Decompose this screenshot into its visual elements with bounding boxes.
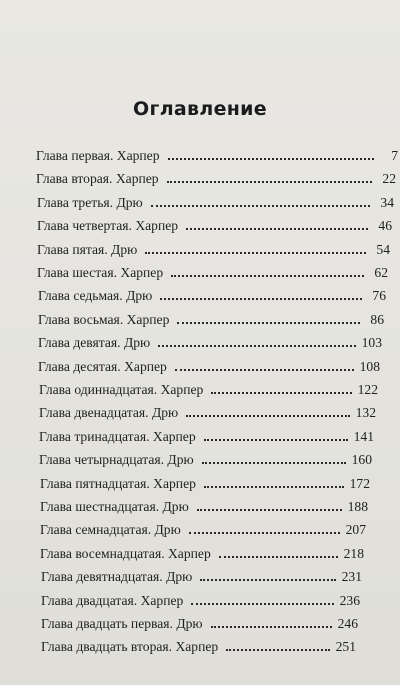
toc-entry <box>41 591 360 609</box>
dot-leader <box>175 369 354 371</box>
chapter-title: Глава седьмая. Дрю <box>38 288 153 304</box>
chapter-title: Глава вторая. Харпер <box>36 171 159 187</box>
chapter-title: Глава семнадцатая. Дрю <box>40 522 181 538</box>
dot-leader <box>189 532 340 534</box>
page-number: 86 <box>370 311 384 327</box>
chapter-title: Глава восемнадцатая. Харпер <box>40 545 211 561</box>
toc-entry <box>38 333 382 351</box>
dot-leader <box>168 158 374 160</box>
toc-entry <box>39 427 374 445</box>
dot-leader <box>204 439 348 441</box>
page-number: 132 <box>355 405 376 421</box>
dot-leader <box>145 252 366 254</box>
page-number: 22 <box>382 171 396 187</box>
page-number: 141 <box>353 428 374 444</box>
dot-leader <box>167 181 372 183</box>
page-number: 207 <box>345 522 366 538</box>
toc-entry <box>39 380 378 398</box>
toc-entry <box>38 310 384 328</box>
dot-leader <box>191 603 333 605</box>
dot-leader <box>151 205 370 207</box>
toc-entry <box>41 567 362 585</box>
toc-entry <box>36 169 396 187</box>
toc-entry <box>37 193 394 211</box>
dot-leader <box>160 298 362 300</box>
page-number: 76 <box>372 288 386 304</box>
dot-leader <box>177 322 360 324</box>
page-number: 251 <box>335 639 356 655</box>
toc-entry <box>39 450 372 468</box>
chapter-title: Глава шестнадцатая. Дрю <box>40 499 189 514</box>
dot-leader <box>204 486 344 488</box>
toc-entry <box>38 286 386 304</box>
dot-leader <box>197 509 342 511</box>
toc-entry <box>36 146 398 164</box>
toc-entry <box>40 520 366 538</box>
toc-entry <box>40 544 364 562</box>
dot-leader <box>211 392 351 394</box>
page-number: 7 <box>391 148 398 163</box>
dot-leader <box>200 579 335 581</box>
dot-leader <box>226 649 329 651</box>
chapter-title: Глава девятая. Дрю <box>38 335 151 351</box>
page-number: 62 <box>374 265 388 280</box>
toc-entry <box>37 240 390 258</box>
chapter-title: Глава четырнадцатая. Дрю <box>39 452 194 468</box>
chapter-title: Глава двадцать первая. Дрю <box>41 616 203 631</box>
dot-leader <box>219 556 338 558</box>
chapter-title: Глава пятнадцатая. Харпер <box>40 475 196 491</box>
page-number: 160 <box>351 452 372 468</box>
page-number: 231 <box>341 569 362 585</box>
chapter-title: Глава шестая. Харпер <box>37 265 164 280</box>
toc-entry <box>37 216 392 234</box>
chapter-title: Глава девятнадцатая. Дрю <box>41 569 193 585</box>
toc-entry <box>40 474 370 492</box>
page-title: Оглавление <box>133 98 267 120</box>
toc-entry <box>37 263 388 281</box>
toc-entry <box>41 637 356 655</box>
chapter-title: Глава одиннадцатая. Харпер <box>39 382 204 397</box>
chapter-title: Глава третья. Дрю <box>37 194 143 210</box>
page-number: 34 <box>380 194 394 210</box>
page-number: 108 <box>359 358 380 374</box>
chapter-title: Глава двенадцатая. Дрю <box>39 405 179 421</box>
dot-leader <box>186 415 349 417</box>
chapter-title: Глава пятая. Дрю <box>37 241 138 257</box>
dot-leader <box>171 275 364 277</box>
dot-leader <box>202 462 346 464</box>
chapter-title: Глава тринадцатая. Харпер <box>39 428 196 444</box>
page-number: 46 <box>378 218 392 234</box>
chapter-title: Глава восьмая. Харпер <box>38 311 170 327</box>
toc-entry <box>38 357 380 375</box>
page-number: 122 <box>357 382 378 397</box>
page-number: 103 <box>361 335 382 351</box>
page-number: 188 <box>347 499 368 514</box>
toc-entry <box>41 614 358 632</box>
page-number: 246 <box>337 616 358 631</box>
page-number: 218 <box>343 545 364 561</box>
dot-leader <box>158 345 355 347</box>
page-number: 172 <box>349 475 370 491</box>
chapter-title: Глава десятая. Харпер <box>38 358 167 374</box>
dot-leader <box>211 626 332 628</box>
page-number: 236 <box>339 592 360 608</box>
chapter-title: Глава четвертая. Харпер <box>37 218 179 234</box>
page-number: 54 <box>376 241 390 257</box>
toc-entry <box>39 403 376 421</box>
toc-entry <box>40 497 368 515</box>
chapter-title: Глава двадцать вторая. Харпер <box>41 639 219 655</box>
chapter-title: Глава первая. Харпер <box>36 148 160 163</box>
dot-leader <box>186 228 368 230</box>
chapter-title: Глава двадцатая. Харпер <box>41 592 184 608</box>
